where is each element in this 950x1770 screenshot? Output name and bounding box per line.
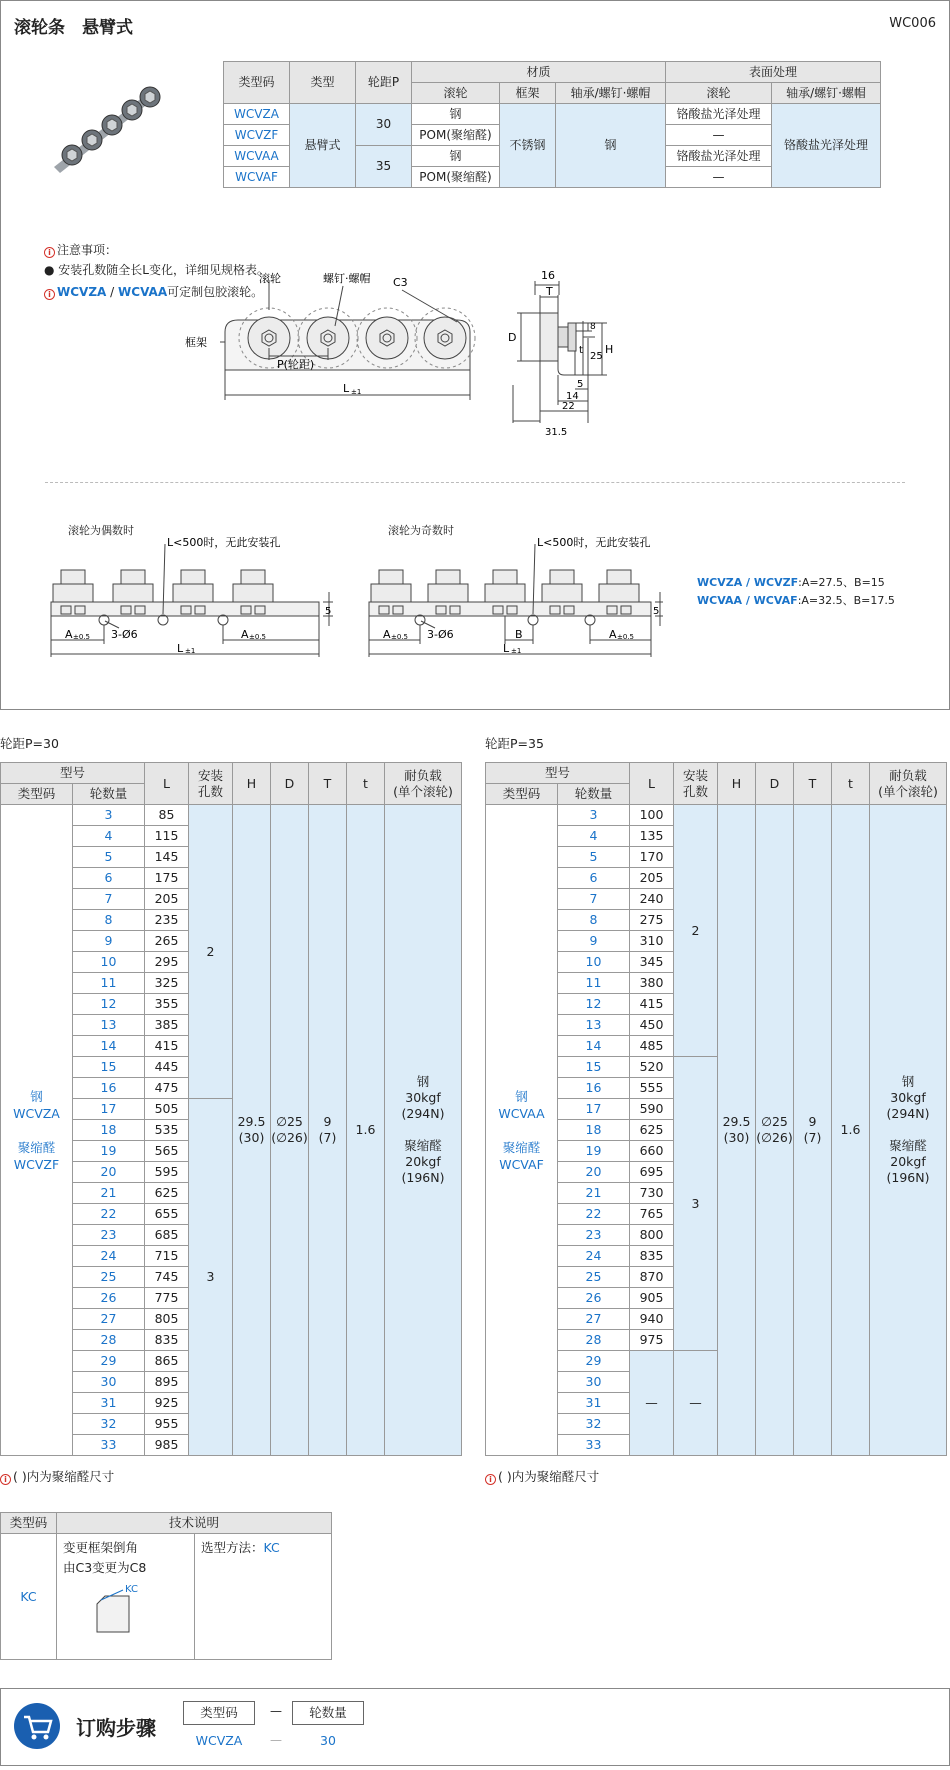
length-value: 310 xyxy=(630,931,674,952)
col-type-code: 类型码 xyxy=(1,784,73,805)
alteration-code[interactable]: KC xyxy=(1,1534,57,1660)
length-value: 275 xyxy=(630,910,674,931)
col-surface-bearing: 轴承/螺钉·螺帽 xyxy=(772,83,881,104)
count-link[interactable]: 19 xyxy=(558,1141,630,1162)
length-value: 385 xyxy=(145,1015,189,1036)
col-T: T xyxy=(309,763,347,805)
holes-label: 3-Ø6 xyxy=(111,628,138,641)
holes-label: 3-Ø6 xyxy=(427,628,454,641)
info-icon: i xyxy=(0,1474,11,1485)
formula-2: WCVAA / WCVAF:A=32.5、B=17.5 xyxy=(697,594,895,607)
col-holes: 安装 孔数 xyxy=(674,763,718,805)
order-count-header: 轮数量 xyxy=(292,1701,364,1725)
length-value: 800 xyxy=(630,1225,674,1246)
dim-22: 22 xyxy=(562,401,575,412)
T-value: 9 (7) xyxy=(794,805,832,1456)
length-value: 135 xyxy=(630,826,674,847)
col-type-code: 类型码 xyxy=(224,62,290,104)
length-value: 175 xyxy=(145,868,189,889)
dim-t: t xyxy=(579,345,583,356)
label-roller: 滚轮 xyxy=(259,272,281,285)
D-value: ∅25 (∅26) xyxy=(756,805,794,1456)
divider xyxy=(45,482,905,483)
count-link[interactable]: 24 xyxy=(558,1246,630,1267)
H-value: 29.5 (30) xyxy=(718,805,756,1456)
type-code-link[interactable]: WCVAA xyxy=(224,146,290,167)
count-link[interactable]: 11 xyxy=(558,973,630,994)
order-count-value: 30 xyxy=(320,1733,336,1748)
svg-text:±0.5: ±0.5 xyxy=(617,633,634,641)
col-t: t xyxy=(832,763,870,805)
count-link[interactable]: 14 xyxy=(73,1036,145,1057)
count-link[interactable]: 31 xyxy=(558,1393,630,1414)
table-p35-note: i ( )内为聚缩醛尺寸 xyxy=(485,1467,599,1485)
front-view-drawing xyxy=(185,270,485,410)
even-layout-title: 滚轮为偶数时 xyxy=(68,524,134,537)
count-link[interactable]: 10 xyxy=(558,952,630,973)
product-image xyxy=(50,85,170,175)
length-value: 555 xyxy=(630,1078,674,1099)
length-value: 325 xyxy=(145,973,189,994)
length-value: 660 xyxy=(630,1141,674,1162)
count-link[interactable]: 28 xyxy=(73,1330,145,1351)
length-value: 415 xyxy=(630,994,674,1015)
length-value: 590 xyxy=(630,1099,674,1120)
length-value: 625 xyxy=(145,1183,189,1204)
info-icon: i xyxy=(44,289,55,300)
formula-1: WCVZA / WCVZF:A=27.5、B=15 xyxy=(697,576,885,589)
length-value: 295 xyxy=(145,952,189,973)
count-link[interactable]: 4 xyxy=(73,826,145,847)
order-code-value: WCVZA xyxy=(195,1733,243,1748)
no-hole-note: L<500时，无此安装孔 xyxy=(167,536,281,549)
count-link[interactable]: 23 xyxy=(73,1225,145,1246)
table-p30-title: 轮距P=30 xyxy=(0,736,59,751)
count-link[interactable]: 11 xyxy=(73,973,145,994)
col-surface: 表面处理 xyxy=(666,62,881,83)
svg-text:±1: ±1 xyxy=(511,647,522,655)
count-link[interactable]: 32 xyxy=(73,1414,145,1435)
length-value: 240 xyxy=(630,889,674,910)
count-link[interactable]: 12 xyxy=(73,994,145,1015)
side-view-drawing xyxy=(495,265,615,440)
count-link[interactable]: 18 xyxy=(558,1120,630,1141)
length-value: 475 xyxy=(145,1078,189,1099)
dim-H: H xyxy=(605,343,614,356)
svg-text:±0.5: ±0.5 xyxy=(249,633,266,641)
length-value: 655 xyxy=(145,1204,189,1225)
col-L: L xyxy=(145,763,189,805)
count-link[interactable]: 29 xyxy=(73,1351,145,1372)
svg-text:5: 5 xyxy=(325,606,332,617)
table-row xyxy=(486,805,947,826)
count-link[interactable]: 17 xyxy=(558,1099,630,1120)
svg-text:L: L xyxy=(177,642,184,655)
count-link[interactable]: 29 xyxy=(558,1351,630,1372)
length-value: 865 xyxy=(145,1351,189,1372)
col-L: L xyxy=(630,763,674,805)
info-icon: i xyxy=(485,1474,496,1485)
svg-text:L: L xyxy=(503,642,510,655)
page-title: 滚轮条 悬臂式 xyxy=(14,18,133,38)
svg-text:B: B xyxy=(515,628,523,641)
svg-text:A: A xyxy=(65,628,73,641)
svg-text:±1: ±1 xyxy=(185,647,196,655)
holes-value: 3 xyxy=(189,1099,233,1456)
dim-D: D xyxy=(508,331,517,344)
count-link[interactable]: 3 xyxy=(73,805,145,826)
chamfer-figure xyxy=(63,1582,153,1632)
count-link[interactable]: 25 xyxy=(73,1267,145,1288)
length-value: 745 xyxy=(145,1267,189,1288)
count-link[interactable]: 16 xyxy=(73,1078,145,1099)
load-value: 钢 30kgf (294N) 聚缩醛 20kgf (196N) xyxy=(870,805,947,1456)
length-value: 975 xyxy=(630,1330,674,1351)
length-value: 235 xyxy=(145,910,189,931)
col-D: D xyxy=(756,763,794,805)
table-row xyxy=(1,805,462,826)
count-link[interactable]: 25 xyxy=(558,1267,630,1288)
notes: i 注意事项： ● 安装孔数随全长L变化，详细见规格表。 i WCVZA / WCVAA可定制包胶滚轮。 xyxy=(44,243,269,299)
table-p30-note: i ( )内为聚缩醛尺寸 xyxy=(0,1467,114,1485)
svg-text:A: A xyxy=(241,628,249,641)
svg-text:±0.5: ±0.5 xyxy=(73,633,90,641)
count-link[interactable]: 28 xyxy=(558,1330,630,1351)
length-value: 985 xyxy=(145,1435,189,1456)
count-link[interactable]: 30 xyxy=(558,1372,630,1393)
length-value: 535 xyxy=(145,1120,189,1141)
count-link[interactable]: 10 xyxy=(73,952,145,973)
load-value: 钢 30kgf (294N) 聚缩醛 20kgf (196N) xyxy=(385,805,462,1456)
H-value: 29.5 (30) xyxy=(233,805,271,1456)
svg-text:A: A xyxy=(609,628,617,641)
col-H: H xyxy=(718,763,756,805)
count-link[interactable]: 9 xyxy=(73,931,145,952)
order-title: 订购步骤 xyxy=(76,1716,156,1740)
length-value: 205 xyxy=(145,889,189,910)
count-link[interactable]: 21 xyxy=(558,1183,630,1204)
size-table-p30 xyxy=(0,762,462,1456)
count-link[interactable]: 13 xyxy=(73,1015,145,1036)
label-pitch: P(轮距) xyxy=(277,358,315,371)
svg-text:±1: ±1 xyxy=(351,388,362,396)
svg-text:KC: KC xyxy=(125,1584,138,1595)
dim-8: 8 xyxy=(590,322,596,332)
count-link[interactable]: 19 xyxy=(73,1141,145,1162)
holes-value: 3 xyxy=(674,1057,718,1351)
count-link[interactable]: 24 xyxy=(73,1246,145,1267)
cart-icon xyxy=(14,1703,60,1749)
label-frame: 框架 xyxy=(185,336,207,349)
spec-table: 类型码 类型 轮距P 材质 表面处理 滚轮 框架 轴承/螺钉·螺帽 滚轮 轴承/螺钉·螺帽 WCVZA 悬臂式 30 钢 不锈钢 钢 铬酸盐光泽处理 铬酸盐光泽处理 WCVZF POM(聚缩醛) — WCVAA 35 钢 铬酸盐光泽处理 WCVAF POM(聚缩醛) — xyxy=(223,61,881,188)
type-code-link[interactable]: WCVAF xyxy=(224,167,290,188)
length-value: 100 xyxy=(630,805,674,826)
length-value: 415 xyxy=(145,1036,189,1057)
count-link[interactable]: 15 xyxy=(73,1057,145,1078)
type-code-link[interactable]: WCVZA xyxy=(224,104,290,125)
count-link[interactable]: 3 xyxy=(558,805,630,826)
length-value: 905 xyxy=(630,1288,674,1309)
length-value: 730 xyxy=(630,1183,674,1204)
length-value: 355 xyxy=(145,994,189,1015)
odd-layout-title: 滚轮为奇数时 xyxy=(388,524,454,537)
col-T: T xyxy=(794,763,832,805)
label-screw: 螺钉·螺帽 xyxy=(323,272,371,285)
no-hole-note: L<500时，无此安装孔 xyxy=(537,536,651,549)
info-icon: i xyxy=(44,247,55,258)
order-separator: — xyxy=(270,1704,282,1718)
holes-value: — xyxy=(674,1351,718,1456)
svg-text:5: 5 xyxy=(653,606,660,617)
count-link[interactable]: 18 xyxy=(73,1120,145,1141)
series-code: WC006 xyxy=(889,16,936,31)
count-link[interactable]: 5 xyxy=(558,847,630,868)
length-value: 870 xyxy=(630,1267,674,1288)
count-link[interactable]: 7 xyxy=(73,889,145,910)
count-link[interactable]: 8 xyxy=(73,910,145,931)
count-link[interactable]: 6 xyxy=(73,868,145,889)
svg-text:±0.5: ±0.5 xyxy=(391,633,408,641)
length-value: 450 xyxy=(630,1015,674,1036)
col-t: t xyxy=(347,763,385,805)
col-bearing: 轴承/螺钉·螺帽 xyxy=(556,83,666,104)
count-link[interactable]: 22 xyxy=(558,1204,630,1225)
count-link[interactable]: 27 xyxy=(73,1309,145,1330)
length-value: 145 xyxy=(145,847,189,868)
count-link[interactable]: 22 xyxy=(73,1204,145,1225)
count-link[interactable]: 14 xyxy=(558,1036,630,1057)
count-link[interactable]: 21 xyxy=(73,1183,145,1204)
count-link[interactable]: 26 xyxy=(558,1288,630,1309)
length-value: 895 xyxy=(145,1372,189,1393)
col-D: D xyxy=(271,763,309,805)
length-value: — xyxy=(630,1351,674,1456)
col-model: 型号 xyxy=(486,763,630,784)
count-link[interactable]: 30 xyxy=(73,1372,145,1393)
even-layout-drawing xyxy=(45,532,335,672)
length-value: 765 xyxy=(630,1204,674,1225)
count-link[interactable]: 12 xyxy=(558,994,630,1015)
length-value: 925 xyxy=(145,1393,189,1414)
count-link[interactable]: 5 xyxy=(73,847,145,868)
length-value: 625 xyxy=(630,1120,674,1141)
length-value: 685 xyxy=(145,1225,189,1246)
count-link[interactable]: 31 xyxy=(73,1393,145,1414)
count-link[interactable]: 16 xyxy=(558,1078,630,1099)
count-link[interactable]: 17 xyxy=(73,1099,145,1120)
holes-value: 2 xyxy=(674,805,718,1057)
length-value: 505 xyxy=(145,1099,189,1120)
T-value: 9 (7) xyxy=(309,805,347,1456)
col-count: 轮数量 xyxy=(558,784,630,805)
length-value: 695 xyxy=(630,1162,674,1183)
length-value: 565 xyxy=(145,1141,189,1162)
type-code-link[interactable]: WCVZF xyxy=(224,125,290,146)
count-link[interactable]: 26 xyxy=(73,1288,145,1309)
length-value: 265 xyxy=(145,931,189,952)
col-load: 耐负载 (单个滚轮) xyxy=(385,763,462,805)
length-value: 595 xyxy=(145,1162,189,1183)
length-value: 835 xyxy=(630,1246,674,1267)
dim-T: T xyxy=(546,285,553,298)
dim-14: 14 xyxy=(566,391,579,402)
col-count: 轮数量 xyxy=(73,784,145,805)
count-link[interactable]: 15 xyxy=(558,1057,630,1078)
count-link[interactable]: 20 xyxy=(558,1162,630,1183)
col-material: 材质 xyxy=(412,62,666,83)
count-link[interactable]: 13 xyxy=(558,1015,630,1036)
label-length: L xyxy=(343,382,350,395)
t-value: 1.6 xyxy=(347,805,385,1456)
count-link[interactable]: 8 xyxy=(558,910,630,931)
count-link[interactable]: 33 xyxy=(73,1435,145,1456)
dim-5: 5 xyxy=(577,379,584,390)
length-value: 345 xyxy=(630,952,674,973)
length-value: 380 xyxy=(630,973,674,994)
type-code-label: 钢 WCVZA 聚缩醛 WCVZF xyxy=(1,805,73,1456)
count-link[interactable]: 7 xyxy=(558,889,630,910)
length-value: 85 xyxy=(145,805,189,826)
size-table-p35 xyxy=(485,762,947,1456)
holes-value: 2 xyxy=(189,805,233,1099)
count-link[interactable]: 9 xyxy=(558,931,630,952)
length-value: 170 xyxy=(630,847,674,868)
col-pitch: 轮距P xyxy=(356,62,412,104)
count-link[interactable]: 4 xyxy=(558,826,630,847)
dim-31-5: 31.5 xyxy=(545,427,568,438)
length-value: 520 xyxy=(630,1057,674,1078)
t-value: 1.6 xyxy=(832,805,870,1456)
length-value: 940 xyxy=(630,1309,674,1330)
type-code-label: 钢 WCVAA 聚缩醛 WCVAF xyxy=(486,805,558,1456)
dim-25: 25 xyxy=(590,351,603,362)
table-p35-title: 轮距P=35 xyxy=(485,736,544,751)
length-value: 205 xyxy=(630,868,674,889)
col-roller: 滚轮 xyxy=(412,83,500,104)
length-value: 835 xyxy=(145,1330,189,1351)
col-surface-roller: 滚轮 xyxy=(666,83,772,104)
col-H: H xyxy=(233,763,271,805)
length-value: 805 xyxy=(145,1309,189,1330)
col-type-code: 类型码 xyxy=(486,784,558,805)
col-model: 型号 xyxy=(1,763,145,784)
length-value: 445 xyxy=(145,1057,189,1078)
count-link[interactable]: 6 xyxy=(558,868,630,889)
col-holes: 安装 孔数 xyxy=(189,763,233,805)
length-value: 955 xyxy=(145,1414,189,1435)
label-c3: C3 xyxy=(393,276,408,289)
length-value: 715 xyxy=(145,1246,189,1267)
D-value: ∅25 (∅26) xyxy=(271,805,309,1456)
count-link[interactable]: 27 xyxy=(558,1309,630,1330)
order-type-code-header: 类型码 xyxy=(183,1701,255,1725)
count-link[interactable]: 23 xyxy=(558,1225,630,1246)
count-link[interactable]: 20 xyxy=(73,1162,145,1183)
alteration-table: 类型码 技术说明 KC 变更框架倒角 由C3变更为C8 KC 选型方法：KC xyxy=(0,1512,332,1660)
length-value: 115 xyxy=(145,826,189,847)
dim-16: 16 xyxy=(541,269,555,282)
length-value: 775 xyxy=(145,1288,189,1309)
svg-text:A: A xyxy=(383,628,391,641)
col-load: 耐负载 (单个滚轮) xyxy=(870,763,947,805)
count-link[interactable]: 33 xyxy=(558,1435,630,1456)
count-link[interactable]: 32 xyxy=(558,1414,630,1435)
col-type: 类型 xyxy=(290,62,356,104)
col-frame: 框架 xyxy=(500,83,556,104)
odd-layout-drawing xyxy=(365,532,665,672)
length-value: 485 xyxy=(630,1036,674,1057)
